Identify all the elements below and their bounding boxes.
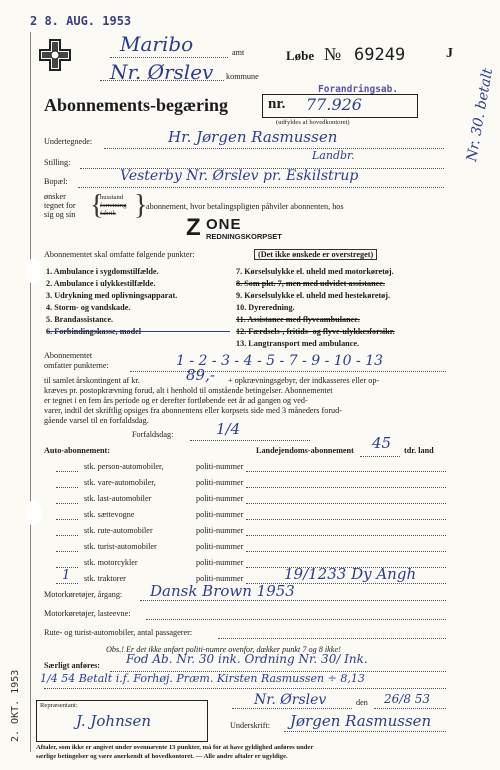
point-6-strike [46,331,230,332]
vehicle-reg-label: politi-nummer [196,510,244,519]
vehicle-reg-label: politi-nummer [196,558,244,567]
saerligt-value-1: Fod Ab. Nr. 30 ink. Ordning Nr. 30/ Ink. [126,652,368,666]
point-11: 11. Assistance med flyveambulance. [236,315,360,324]
kommune-label: kommune [226,72,259,81]
rep-signature: J. Johnsen [76,712,151,730]
option-fabrik: fabrik [100,210,116,217]
vehicle-count: 1 [62,568,71,583]
vehicle-count-line [56,535,78,536]
vehicle-reg-label: politi-nummer [196,462,244,471]
point-12: 12. Færdsels-, fritids- og flyve-ulykkesforsikr. [236,327,395,336]
nr-value: 77.926 [306,95,362,114]
vehicle-count-line [56,487,78,488]
punch-hole-bottom [26,500,42,526]
vehicle-count-line [56,551,78,552]
land-value: 45 [372,434,392,452]
amt-line [110,57,228,58]
point-7: 7. Kørselsulykke el. uheld med motorkøretøj. [236,267,394,276]
omfatte-note: (Det ikke ønskede er overstreget) [254,249,377,260]
point-13: 13. Langtransport med ambulance. [236,339,360,348]
vehicle-reg-label: politi-nummer [196,478,244,487]
obs-note: Obs.! Er det ikke anført politi-numre ovenfor, dækker punkt 7 og 8 ikke! [106,645,341,654]
bopael-label: Bopæl: [44,177,68,186]
aargang-label: Motorkøretøjer, årgang: [44,590,123,599]
logo-sub: REDNINGSKORPSET [206,232,282,241]
vehicle-reg-line [246,535,446,536]
amt-value: Maribo [120,32,194,56]
vehicle-label: stk. last-automobiler [84,494,152,503]
omfatter-label-1: Abonnementet [44,351,93,360]
annual-amount: 89,- [186,366,215,384]
vehicle-reg-line [246,471,446,472]
amt-label: amt [232,48,245,57]
text-line-3: er tegnet i en fem års periode og er derefter fortløbende eet år ad gangen og ved- [44,396,308,405]
form-letter: J [446,46,453,61]
auto-label: Auto-abonnement: [44,446,110,455]
underskrift-label: Underskrift: [230,721,271,730]
omfatter-line [130,371,446,372]
sign-place-line [232,708,352,709]
vehicle-reg-line [246,551,446,552]
left-margin-rule [30,32,31,752]
sign-place: Nr. Ørslev [254,692,327,708]
stilling-value: Landbr. [312,149,355,162]
vehicle-count-line [56,471,78,472]
vehicle-label: stk. person-automobiler, [84,462,164,471]
undertegnede-line [104,148,444,149]
form-number: 69249 [354,45,406,65]
aargang-line [140,600,446,601]
point-8: 8. Som pkt. 7, men med udvidet assistance. [236,279,385,288]
point-1: 1. Ambulance i sygdomstilfælde. [46,267,159,276]
vehicle-reg-line [246,503,446,504]
vehicle-reg-label: politi-nummer [196,526,244,535]
point-4: 4. Storm- og vandskade. [46,303,131,312]
point-2: 2. Ambulance i ulykkestilfælde. [46,279,156,288]
kommune-value: Nr. Ørslev [110,60,214,84]
brace-right: } [134,190,148,221]
side-date-stamp: 2. OKT. 1953 [10,669,21,742]
oensker-line1: ønsker [44,192,66,201]
point-9: 9. Kørselsulykke el. uheld med hestekøretøj. [236,291,391,300]
aargang-value: Dansk Brown 1953 [150,582,295,600]
vehicle-reg-line [246,519,446,520]
vehicle-reg-label: politi-nummer [196,574,244,583]
vehicle-label: stk. sættevogne [84,510,135,519]
point-10: 10. Dyreredning. [236,303,295,312]
vehicle-count-line [56,519,78,520]
vehicle-label: stk. traktorer [84,574,126,583]
saerligt-value-2: 1/4 54 Betalt i.f. Forhøj. Præm. Kirsten Rasmussen ÷ 8,13 [40,672,365,685]
omfatte-label: Abonnementet skal omfatte følgende punkter: [44,250,195,259]
footer-line-2: særlige betingelser og være anerkendt af hovedkontoret. — Alle andre aftaler er ugyldige. [36,753,288,760]
forfaldsdag-label: Forfaldsdag: [132,430,174,439]
logo-mark: Z [186,214,201,241]
text-line-5: gående varsel til en forfaldsdag. [44,416,149,425]
oensker-rest: abonnement, hvor betalingspligten påhviler abonnenten, hos [146,202,344,211]
change-stamp: Forandringsab. [318,84,399,95]
lasteevne-line [146,619,446,620]
nr-label: nr. [268,96,286,112]
sign-date-line [374,708,446,709]
land-unit: tdr. land [404,446,434,455]
logo-top: ONE [206,216,242,233]
option-forretning: forretning [100,202,127,209]
margin-note: Nr. 30. betalt [464,67,497,163]
land-label: Landejendoms-abonnement [256,446,354,455]
text-line-2: kræves pr. postopkrævning forud, alt i henhold til omstående betingelser. Abonnementet [44,386,333,395]
vehicle-count-line [56,503,78,504]
vehicle-count-line [56,583,78,584]
saerligt-line-2 [44,688,446,689]
form-title: Abonnements-begæring [44,95,229,115]
loebe-label: Løbe [286,48,315,63]
vehicle-reg-label: politi-nummer [196,542,244,551]
point-6: 6. Forbindingskasse, model [46,327,142,336]
den-label: den [356,698,368,707]
passagerer-line [218,638,446,639]
date-stamp: 2 8. AUG. 1953 [30,14,132,28]
undertegnede-value: Hr. Jørgen Rasmussen [168,128,338,146]
omfatter-value: 1 - 2 - 3 - 4 - 5 - 7 - 9 - 10 - 13 [176,353,384,369]
forfaldsdag-value: 1/4 [216,420,241,438]
omfatter-label-2: omfatter punkterne: [44,361,109,370]
rep-label: Repræsentant: [40,702,78,709]
cross-emblem-icon [38,38,72,72]
underskrift-signature: Jørgen Rasmussen [290,712,432,730]
land-line [360,456,400,457]
nr-note: (udfyldes af hovedkontoret) [276,119,350,126]
underskrift-line [284,731,446,732]
vehicle-reg: 19/1233 Dy Angh [284,565,417,583]
vehicle-label: stk. motorcykler [84,558,138,567]
undertegnede-label: Undertegnede: [44,137,93,146]
vehicle-reg-label: politi-nummer [196,494,244,503]
text-line-4: varer, indtil det skriftlig opsiges fra abonnentens eller korpsets side med 3 måneders forud- [44,406,342,415]
punch-hole-top [26,258,42,284]
vehicle-reg-line [246,487,446,488]
lasteevne-label: Motorkøretøjer, lasteevne: [44,609,131,618]
option-husstand: husstand [100,194,124,201]
bopael-value: Vesterby Nr. Ørslev pr. Eskilstrup [120,168,359,184]
sign-date: 26/8 53 [384,692,431,706]
text-line-1b: + opkrævningsgebyr, der indkasseres eller op- [228,376,380,385]
kommune-line [100,80,224,81]
stilling-label: Stilling: [44,158,71,167]
point-5: 5. Brandassistance. [46,315,114,324]
footer-line-1: Aftaler, som ikke er angivet under ovennævnte 13 punkter, må for at have gyldighed anføres under [36,744,314,751]
saerligt-label: Særligt anføres: [44,661,101,670]
bopael-line [78,187,444,188]
oensker-line2: tegnet for [44,201,76,210]
vehicle-label: stk. rute-automobiler [84,526,153,535]
vehicle-label: stk. vare-automobiler, [84,478,156,487]
brace-left: { [90,190,104,221]
number-symbol: № [324,44,342,64]
forfaldsdag-line [190,440,310,441]
vehicle-label: stk. turist-automobiler [84,542,157,551]
text-line-1a: til samlet årskontingent af kr. [44,376,140,385]
passagerer-label: Rute- og turist-automobiler, antal passagerer: [44,628,193,637]
point-3: 3. Udrykning med oplivningsapparat. [46,291,178,300]
oensker-line3: sig og sin [44,210,76,219]
